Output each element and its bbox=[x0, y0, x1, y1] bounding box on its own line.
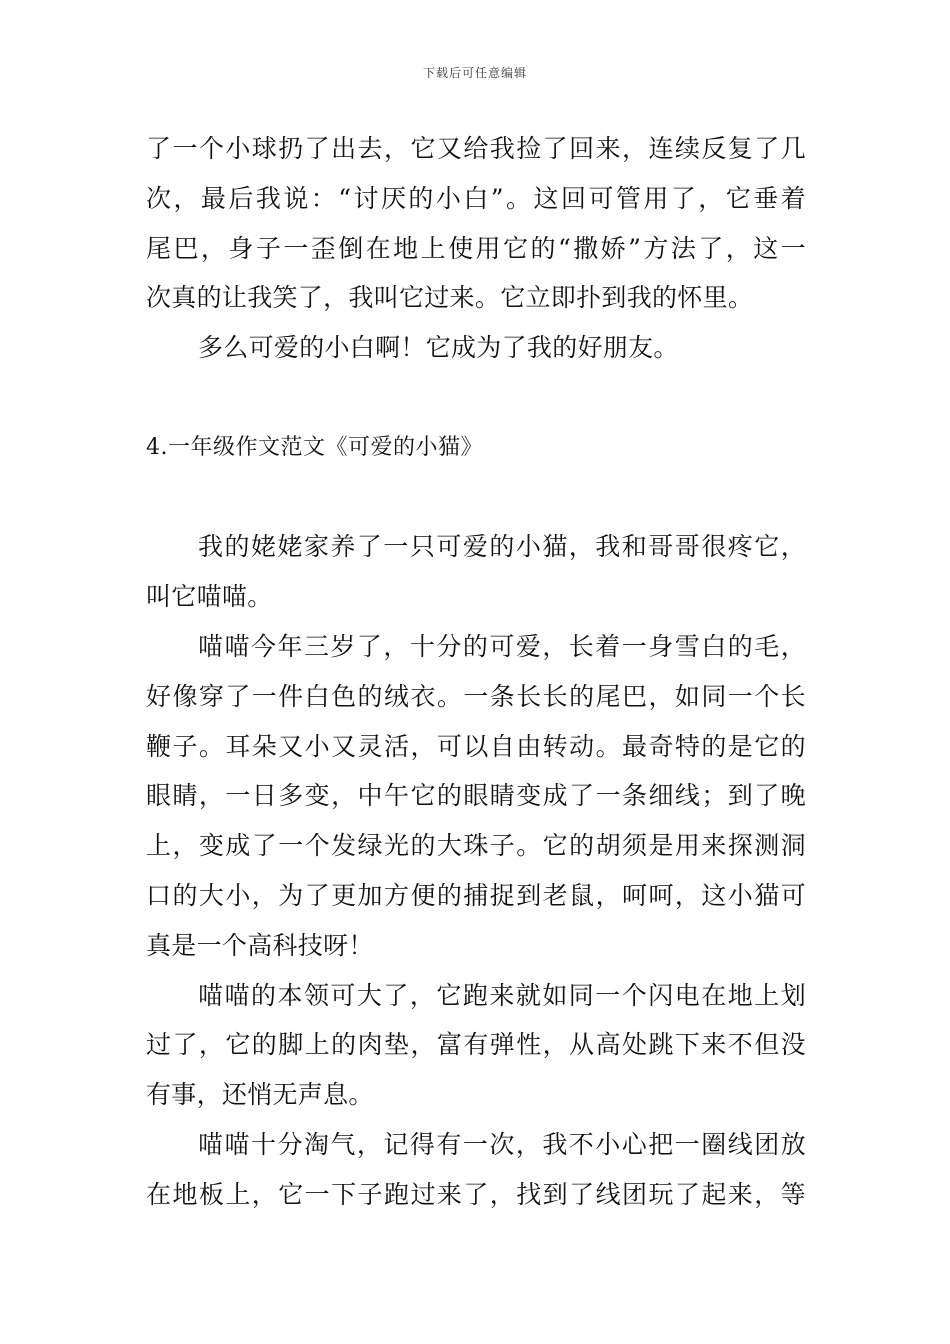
paragraph-line: 多么可爱的小白啊！它成为了我的好朋友。 bbox=[198, 333, 679, 363]
paragraph-line: 我的姥姥家养了一只可爱的小猫，我和哥哥很疼它， bbox=[198, 532, 806, 562]
text-line: 好像穿了一件白色的绒衣。一条长长的尾巴，如同一个长 bbox=[146, 681, 806, 711]
text-line: 次真的让我笑了，我叫它过来。它立即扑到我的怀里。 bbox=[146, 283, 754, 313]
text-line: 有事，还悄无声息。 bbox=[146, 1080, 374, 1110]
paragraph-line: 喵喵的本领可大了，它跑来就如同一个闪电在地上划 bbox=[198, 980, 806, 1010]
text-line: 过了，它的脚上的肉垫，富有弹性，从高处跳下来不但没 bbox=[146, 1030, 806, 1060]
text-line: 叫它喵喵。 bbox=[146, 582, 273, 612]
text-line: 真是一个高科技呀！ bbox=[146, 930, 374, 960]
paragraph-line: 喵喵十分淘气，记得有一次，我不小心把一圈线团放 bbox=[198, 1129, 806, 1159]
text-line: 上，变成了一个发绿光的大珠子。它的胡须是用来探测洞 bbox=[146, 831, 806, 861]
spacer bbox=[146, 373, 806, 423]
spacer bbox=[146, 473, 806, 523]
page-header: 下载后可任意编辑 bbox=[422, 66, 527, 80]
section-heading: 4.一年级作文范文《可爱的小猫》 bbox=[146, 434, 483, 460]
text-line: 了一个小球扔了出去，它又给我捡了回来，连续反复了几 bbox=[146, 134, 806, 163]
text-line: 眼睛，一日多变，中午它的眼睛变成了一条细线；到了晚 bbox=[146, 781, 806, 811]
document-body bbox=[146, 124, 806, 1220]
paragraph-line: 喵喵今年三岁了，十分的可爱，长着一身雪白的毛， bbox=[198, 631, 806, 661]
text-line: 尾巴，身子一歪倒在地上使用它的“撒娇”方法了，这一 bbox=[146, 233, 806, 263]
text-line: 鞭子。耳朵又小又灵活，可以自由转动。最奇特的是它的 bbox=[146, 731, 806, 761]
text-line: 口的大小，为了更加方便的捕捉到老鼠，呵呵，这小猫可 bbox=[146, 880, 806, 910]
text-line: 在地板上，它一下子跑过来了，找到了线团玩了起来，等 bbox=[146, 1179, 806, 1209]
text-line: 次，最后我说：“讨厌的小白”。这回可管用了，它垂着 bbox=[146, 183, 806, 213]
